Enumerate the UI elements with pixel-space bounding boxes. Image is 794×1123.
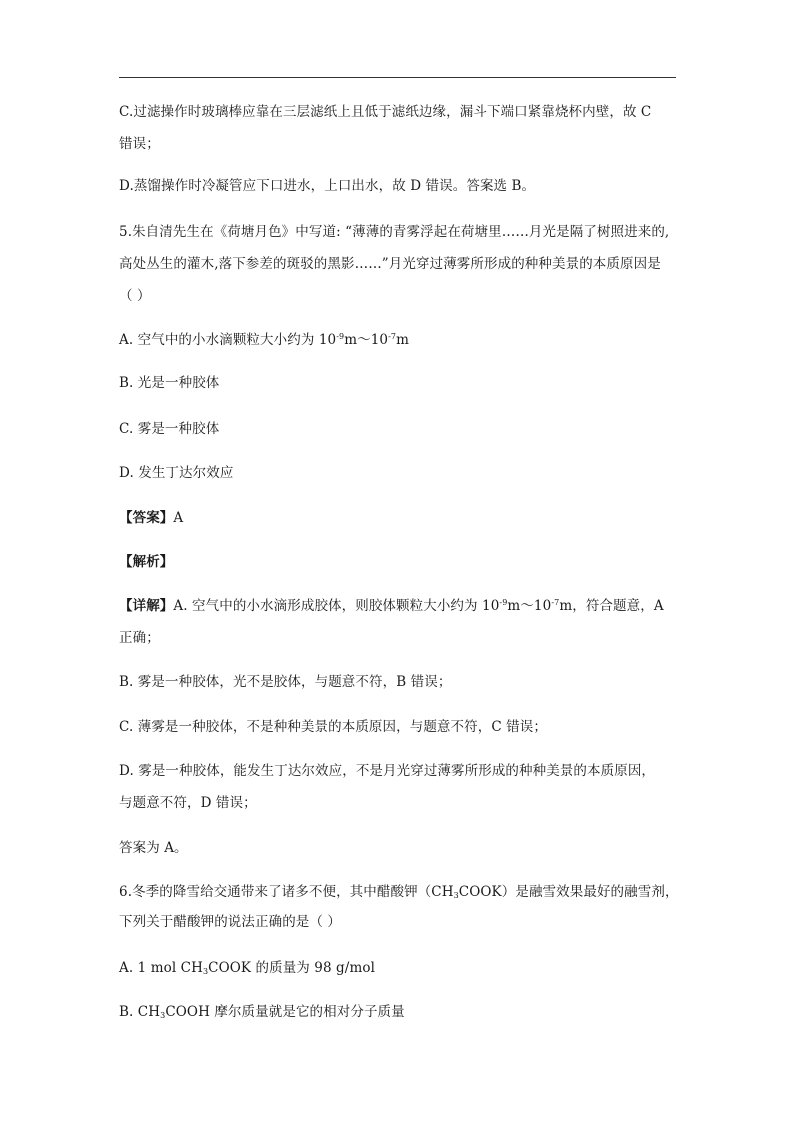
question-5-option-b: B. 光是一种胶体 — [119, 375, 220, 391]
question-5-option-c: C. 雾是一种胶体 — [119, 421, 220, 437]
header-rule — [119, 77, 676, 78]
explanation-c-line2: 错误； — [119, 136, 160, 152]
question-5-answer: 【答案】A — [119, 510, 184, 526]
question-5-stem-line3: （ ） — [119, 288, 151, 304]
question-6-stem-line2: 下列关于醋酸钾的说法正确的是（ ） — [119, 914, 341, 930]
question-5-explanation-c: C. 薄雾是一种胶体，不是种种美景的本质原因，与题意不符，C 错误； — [119, 719, 547, 735]
question-5-analysis-label: 【解析】 — [119, 554, 174, 570]
question-5-stem-line2: 高处丛生的灌木,落下参差的斑驳的黑影……”月光穿过薄雾所形成的种种美景的本质原因是 — [119, 256, 661, 272]
question-5-explanation-b: B. 雾是一种胶体，光不是胶体，与题意不符，B 错误； — [119, 674, 452, 690]
question-5-conclusion: 答案为 A。 — [119, 840, 188, 856]
question-5-explanation-d-line1: D. 雾是一种胶体，能发生丁达尔效应，不是月光穿过薄雾所形成的种种美景的本质原因， — [119, 763, 656, 779]
question-6-option-a: A. 1 mol $CH_3COOK$ 的质量为 98 g/mol — [119, 960, 375, 976]
question-6-option-b: B. $CH_3COOH$ 摩尔质量就是它的相对分子质量 — [119, 1004, 405, 1020]
question-5-stem-line1: 5.朱自清先生在《荷塘月色》中写道: “薄薄的青雾浮起在荷塘里……月光是隔了树照进来的, — [119, 224, 670, 240]
question-5-detail-line2: 正确； — [119, 630, 160, 646]
question-5-detail-line1: 【详解】A. 空气中的小水滴形成胶体，则胶体颗粒大小约为 $10^{-9}m\sim 10^{-7}m$，符合题意，A — [119, 598, 664, 614]
explanation-c-line1: C.过滤操作时玻璃棒应靠在三层滤纸上且低于滤纸边缘，漏斗下端口紧靠烧杯内壁，故 C — [119, 104, 652, 120]
explanation-d: D.蒸馏操作时冷凝管应下口进水，上口出水，故 D 错误。答案选 B。 — [119, 178, 536, 194]
question-5-option-a: A. 空气中的小水滴颗粒大小约为 $10^{-9}m\sim 10^{-7}m$ — [119, 332, 409, 348]
question-5-explanation-d-line2: 与题意不符，D 错误； — [119, 795, 257, 811]
question-6-stem-line1: 6.冬季的降雪给交通带来了诸多不便，其中醋酸钾$(CH_3COOK)$是融雪效果最好的融雪剂， — [119, 884, 679, 900]
question-5-option-d: D. 发生丁达尔效应 — [119, 465, 234, 481]
